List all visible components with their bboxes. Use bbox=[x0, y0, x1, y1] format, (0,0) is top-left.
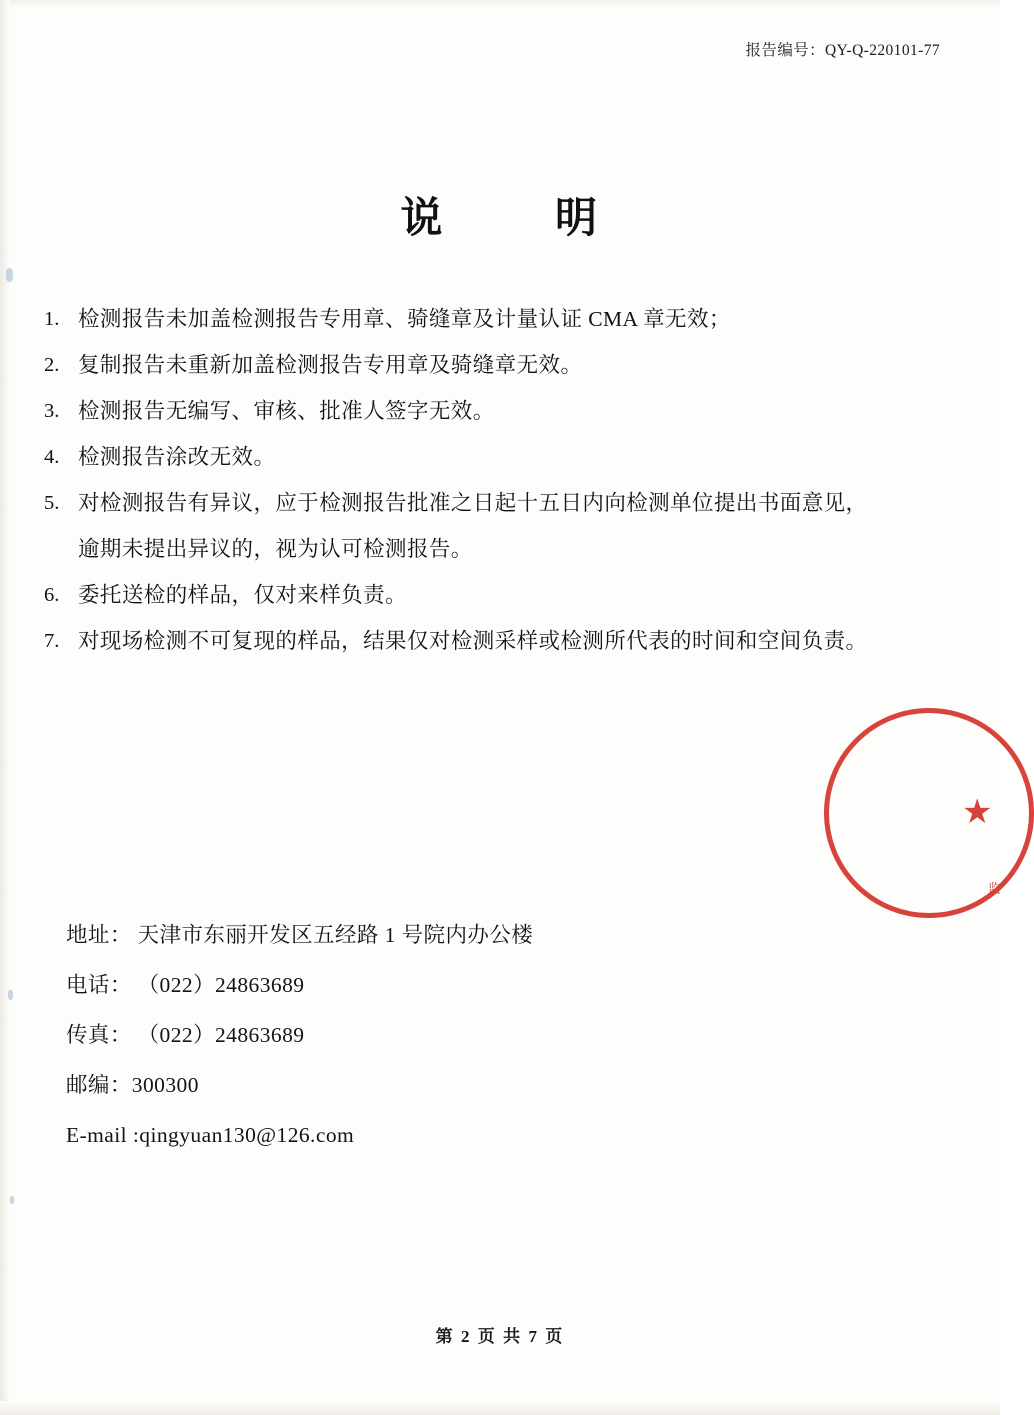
list-item bbox=[44, 572, 944, 618]
scan-edge-bottom bbox=[0, 1401, 1000, 1415]
stamp-text: 监 bbox=[988, 881, 1002, 896]
list-item-text-line2: 逾期未提出异议的，视为认可检测报告。 bbox=[78, 537, 473, 561]
list-item-number: 3. bbox=[44, 400, 60, 422]
list-item-text: 检测报告未加盖检测报告专用章、骑缝章及计量认证 CMA 章无效； bbox=[78, 307, 731, 331]
list-item-text: 检测报告涂改无效。 bbox=[78, 445, 276, 469]
list-item-text: 复制报告未重新加盖检测报告专用章及骑缝章无效。 bbox=[78, 353, 583, 377]
contact-fax: 传真： （022）24863689 bbox=[66, 1023, 305, 1047]
report-number bbox=[746, 38, 940, 60]
list-item bbox=[44, 296, 944, 342]
report-number-value: QY-Q-220101-77 bbox=[825, 42, 940, 59]
page-title bbox=[0, 185, 1000, 245]
list-item-number: 7. bbox=[44, 630, 60, 652]
list-item-number: 6. bbox=[44, 584, 60, 606]
scan-edge-top bbox=[0, 0, 1000, 8]
list-item-text: 对现场检测不可复现的样品，结果仅对检测采样或检测所代表的时间和空间负责。 bbox=[78, 629, 868, 653]
notes-list bbox=[44, 296, 944, 664]
contact-postcode: 邮编：300300 bbox=[66, 1073, 199, 1097]
contact-address: 地址： 天津市东丽开发区五经路 1 号院内办公楼 bbox=[66, 923, 534, 947]
report-number-label: 报告编号： bbox=[745, 42, 826, 59]
list-item-number: 4. bbox=[44, 446, 60, 468]
list-item-text-line1: 对检测报告有异议，应于检测报告批准之日起十五日内向检测单位提出书面意见， bbox=[78, 491, 868, 515]
list-item-text: 委托送检的样品，仅对来样负责。 bbox=[78, 583, 407, 607]
stamp-star-icon: ★ bbox=[962, 794, 993, 831]
scan-speck bbox=[10, 1196, 14, 1204]
list-item-number: 2. bbox=[44, 354, 60, 376]
list-item bbox=[44, 342, 944, 388]
list-item-text bbox=[78, 480, 944, 572]
list-item-number: 1. bbox=[44, 308, 60, 330]
official-stamp-icon bbox=[962, 718, 1002, 908]
contact-block bbox=[66, 910, 926, 1160]
list-item-text: 检测报告无编写、审核、批准人签字无效。 bbox=[78, 399, 495, 423]
contact-email: E-mail :qingyuan130@126.com bbox=[66, 1123, 355, 1147]
page-title-right: 明 bbox=[555, 196, 600, 242]
scan-speck bbox=[6, 268, 13, 282]
page-title-left: 说 bbox=[400, 196, 445, 242]
contact-phone: 电话： （022）24863689 bbox=[66, 973, 305, 997]
scan-speck bbox=[8, 990, 13, 1000]
page-footer: 第 2 页 共 7 页 bbox=[435, 1327, 565, 1346]
list-item bbox=[44, 480, 944, 572]
stamp-ring bbox=[824, 708, 1034, 918]
list-item bbox=[44, 388, 944, 434]
list-item bbox=[44, 434, 944, 480]
list-item bbox=[44, 618, 944, 664]
list-item-number: 5. bbox=[44, 492, 60, 514]
